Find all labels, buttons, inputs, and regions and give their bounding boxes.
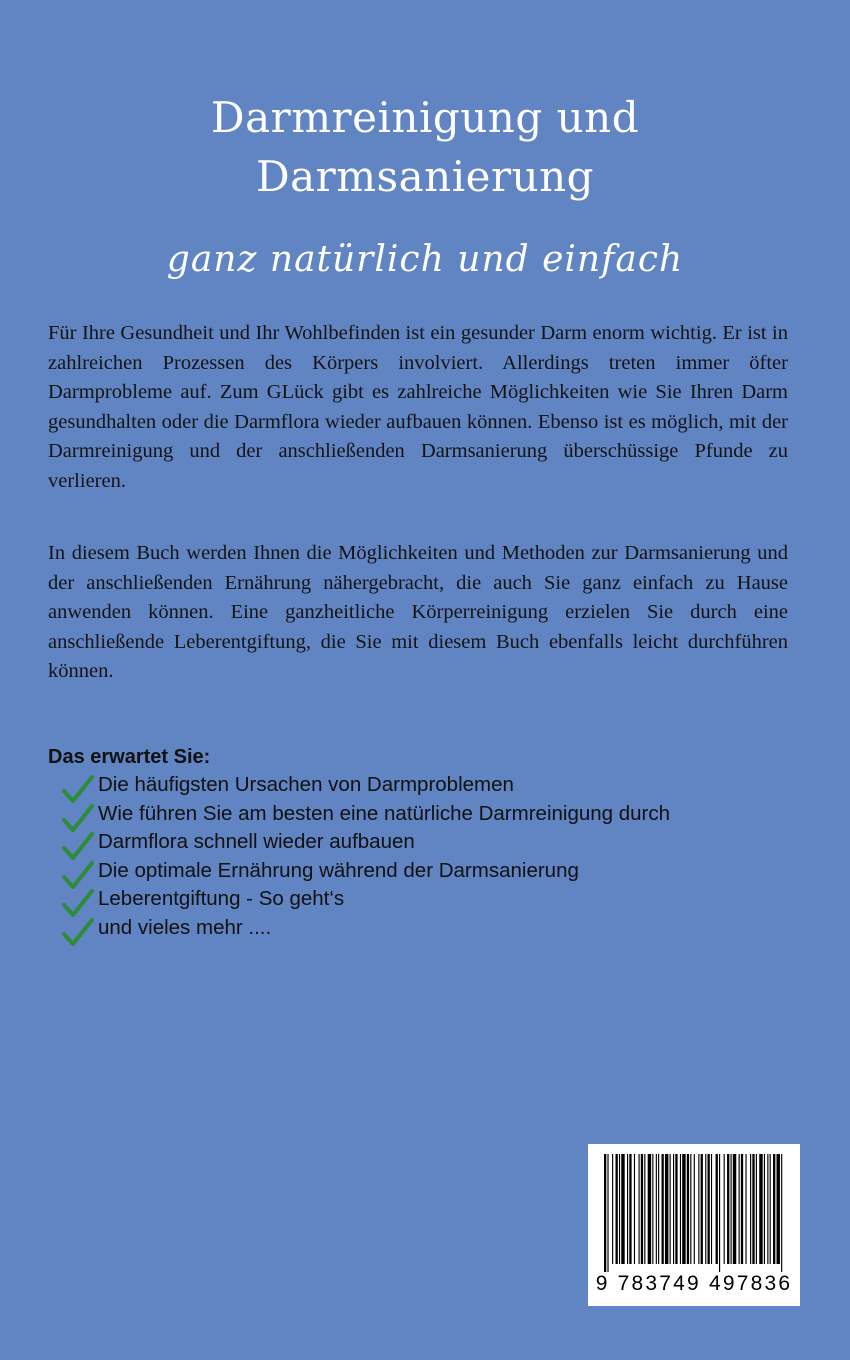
- barcode-bar: [687, 1154, 689, 1264]
- list-item-text: und vieles mehr ....: [98, 915, 272, 939]
- barcode-bar: [727, 1154, 729, 1264]
- check-icon: [62, 889, 94, 919]
- description-paragraph-2: In diesem Buch werden Ihnen die Möglichkeiten und Methoden zur Darmsanierung und der anschließenden Ernährung nähergebracht, die auch Sie ganz einfach zu Hause anwenden können. Eine ganzheitliche Körperreinigung erzielen Sie durch eine anschließende Leberentgiftung, die Sie mit diesem Buch ebenfalls leicht durchführen können.: [48, 542, 788, 682]
- list-item-text: Die häufigsten Ursachen von Darmproblemen: [98, 773, 514, 796]
- barcode-bar: [741, 1154, 743, 1264]
- list-item-text: Wie führen Sie am besten eine natürliche Darmreinigung durch: [98, 801, 671, 825]
- barcode-bar: [607, 1154, 608, 1272]
- barcode-bar: [612, 1154, 613, 1264]
- barcode-bar: [781, 1154, 782, 1272]
- barcode-bar: [656, 1154, 657, 1264]
- barcode-bar: [627, 1154, 628, 1264]
- barcode-bar: [680, 1154, 681, 1264]
- book-title-line-2: Darmsanierung: [255, 152, 595, 201]
- barcode-bar: [701, 1154, 703, 1264]
- barcode-bar: [641, 1154, 643, 1264]
- barcode-bar: [719, 1154, 720, 1272]
- barcode-bar: [658, 1154, 659, 1264]
- barcode-bar: [731, 1154, 732, 1264]
- barcode-bar: [724, 1154, 725, 1264]
- barcode-bar: [698, 1154, 699, 1264]
- barcode-bar: [639, 1154, 640, 1264]
- barcode-bar: [764, 1154, 765, 1264]
- book-title-line-1: Darmreinigung und: [210, 93, 640, 142]
- barcode-bar: [711, 1154, 712, 1264]
- check-icon: [62, 832, 94, 862]
- barcode-bar: [616, 1154, 618, 1264]
- barcode-bar: [752, 1154, 754, 1264]
- barcode-bar: [619, 1154, 620, 1264]
- barcode-bar: [705, 1154, 706, 1264]
- barcode-bar: [745, 1154, 746, 1264]
- list-item-text: Leberentgiftung - So geht‘s: [98, 887, 345, 910]
- barcode-bar: [733, 1154, 736, 1264]
- check-icon: [62, 775, 94, 805]
- isbn-digits: 9 783749 497836: [595, 1272, 793, 1295]
- book-subtitle: ganz natürlich und einfach: [166, 239, 684, 280]
- barcode-bar: [644, 1154, 645, 1264]
- description-paragraph-1: Für Ihre Gesundheit und Ihr Wohlbefinden ist ein gesunder Darm enorm wichtig. Er ist in zahlreichen Prozessen des Körpers involviert. Allerdings treten immer öfter Darmprobleme auf. Zum GLück gibt es zahlreiche Möglichkeiten wie Sie Ihren Darm gesundhalten oder die Darmflora wieder aufbauen können. Ebenso ist es möglich, mit der Darmreinigung und der anschließenden Darmsanierung überschüssige Pfunde zu verlieren.: [48, 322, 788, 492]
- barcode-bar: [750, 1154, 751, 1264]
- barcode-bars: [602, 1154, 786, 1272]
- barcode-bar: [621, 1154, 624, 1264]
- barcode-bar: [716, 1154, 718, 1264]
- barcode-bar: [604, 1154, 606, 1272]
- barcode-bar: [662, 1154, 664, 1264]
- barcode-bar: [682, 1154, 685, 1264]
- barcode-bar: [770, 1154, 771, 1264]
- barcode-bar: [767, 1154, 768, 1264]
- list-item-text: Die optimale Ernährung während der Darmsanierung: [98, 858, 579, 882]
- barcode-bar: [759, 1154, 762, 1264]
- check-icon: [62, 918, 94, 948]
- barcode-bar: [756, 1154, 757, 1264]
- check-icon: [62, 861, 94, 891]
- barcode-bar: [708, 1154, 710, 1264]
- barcode-bar: [777, 1154, 780, 1264]
- barcode-bar: [629, 1154, 631, 1264]
- barcode-bar: [739, 1154, 740, 1264]
- barcode-bar: [694, 1154, 695, 1264]
- barcode-bar: [670, 1154, 671, 1264]
- barcode-bar: [648, 1154, 651, 1264]
- isbn-barcode: [588, 1144, 800, 1306]
- barcode-bar: [690, 1154, 691, 1264]
- barcode-bar: [634, 1154, 635, 1264]
- barcode-bar: [665, 1154, 668, 1264]
- barcode-bar: [673, 1154, 674, 1264]
- list-heading: Das erwartet Sie:: [48, 746, 211, 768]
- check-icon: [62, 804, 94, 834]
- barcode-bar: [773, 1154, 775, 1264]
- barcode-bar: [675, 1154, 677, 1264]
- list-item-text: Darmflora schnell wieder aufbauen: [98, 830, 415, 853]
- barcode-bar: [652, 1154, 653, 1264]
